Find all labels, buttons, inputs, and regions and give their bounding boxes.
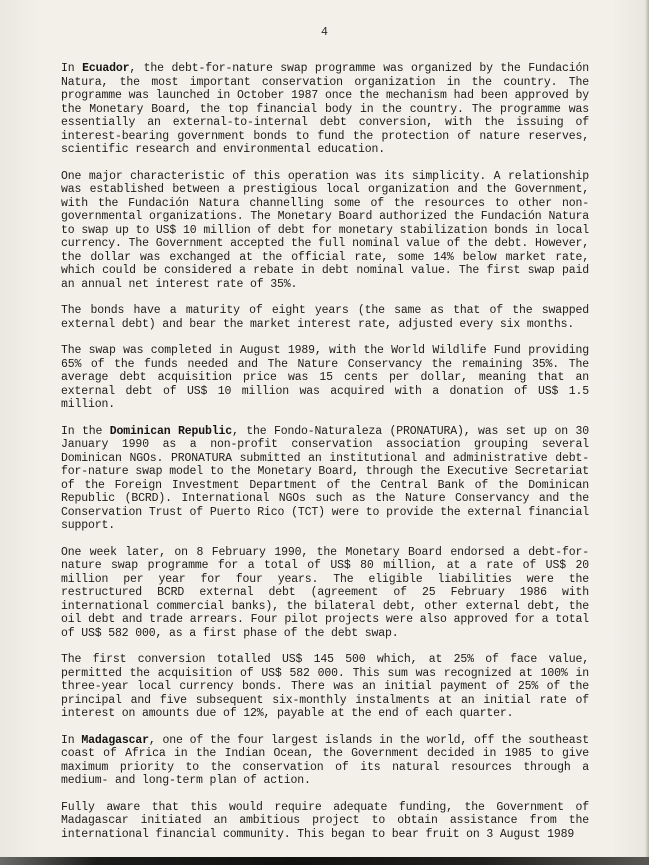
paragraph: [61, 344, 589, 412]
paragraph: [61, 734, 589, 788]
text-run: The first conversion totalled US$ 145 500 which, at 25% of face value, permitted the acquisition of US$ 582 000. This sum was recognized at 100% in three-year local currency bonds. There was an initial payment of 25% of the principal and five subsequent six-monthly instalments at an initial rate of interest on amounts due of 12%, payable at the end of each quarter.: [61, 653, 589, 720]
bold-term: Madagascar: [81, 733, 149, 747]
text-run: The bonds have a maturity of eight years (the same as that of the swapped external debt) and bear the market interest rate, adjusted every six months.: [61, 304, 589, 331]
scan-artifact-bar: [0, 857, 649, 865]
text-run: Fully aware that this would require adequate funding, the Government of Madagascar initiated an ambitious project to obtain assistance from the international financial community. This began to bear fruit on 3 August 1989: [61, 800, 589, 841]
scan-edge-shadow: [645, 0, 649, 865]
bold-term: Dominican Republic: [109, 424, 233, 438]
text-run: In: [61, 733, 82, 747]
paragraph: [61, 546, 589, 641]
text-run: , one of the four largest islands in the world, off the southeast coast of Africa in the Indian Ocean, the Government decided in 1985 to give maximum priority to the conservation of its natural resources through a medium- and long-term plan of action.: [61, 733, 589, 787]
page-number: 4: [321, 26, 328, 39]
text-run: , the Fondo-Naturaleza (PRONATURA), was set up on 30 January 1990 as a non-profit conservation association grouping several Dominican NGOs. PRONATURA submitted an institutional and administrative debt-for-nature swap model to the Monetary Board, through the Executive Secretariat of the Foreign Investment Department of the Central Bank of the Dominican Republic (BCRD). International NGOs such as the Nature Conservancy and the Conservation Trust of Puerto Rico (TCT) were to provide the external financial support.: [61, 424, 589, 532]
paragraph: [61, 653, 589, 721]
paragraph: [61, 425, 589, 533]
bold-term: Ecuador: [82, 62, 130, 75]
text-run: One major characteristic of this operation was its simplicity. A relationship was established between a prestigious local organization and the Government, with the Fundación Natura channelling some of the resources to other non-governmental organizations. The Monetary Board authorized the Fundación Natura to swap up to US$ 10 million of debt for monetary stabilization bonds in local currency. The Government accepted the full nominal value of the debt. However, the dollar was exchanged at the official rate, some 14% below market rate, which could be considered a rebate in debt nominal value. The first swap paid an annual net interest rate of 35%.: [61, 169, 589, 291]
text-run: , the debt-for-nature swap programme was organized by the Fundación Natura, the most important conservation organization in the country. The programme was launched in October 1987 once the mechanism had been approved by the Monetary Board, the top financial body in the country. The programme was essentially an external-to-internal debt conversion, with the issuing of interest-bearing government bonds to fund the protection of nature reserves, scientific research and environmental education.: [61, 62, 589, 156]
paragraph: [61, 62, 589, 157]
document-body: [61, 62, 589, 854]
paragraph: [61, 304, 589, 331]
paragraph: [61, 801, 589, 842]
text-run: The swap was completed in August 1989, with the World Wildlife Fund providing 65% of the funds needed and The Nature Conservancy the remaining 35%. The average debt acquisition price was 15 cents per dollar, meaning that an external debt of US$ 10 million was acquired with a donation of US$ 1.5 million.: [61, 344, 589, 411]
text-run: In the: [61, 424, 110, 438]
text-run: One week later, on 8 February 1990, the Monetary Board endorsed a debt-for-nature swap programme for a total of US$ 80 million, at a rate of US$ 20 million per year for four years. The eligible liabilities were the restructured BCRD external debt (agreement of 25 February 1986 with international commercial banks), the bilateral debt, other external debt, the oil debt and trade arrears. Four pilot projects were also approved for a total of US$ 582 000, as a first phase of the debt swap.: [61, 545, 589, 640]
paragraph: [61, 170, 589, 292]
text-run: In: [61, 62, 83, 75]
